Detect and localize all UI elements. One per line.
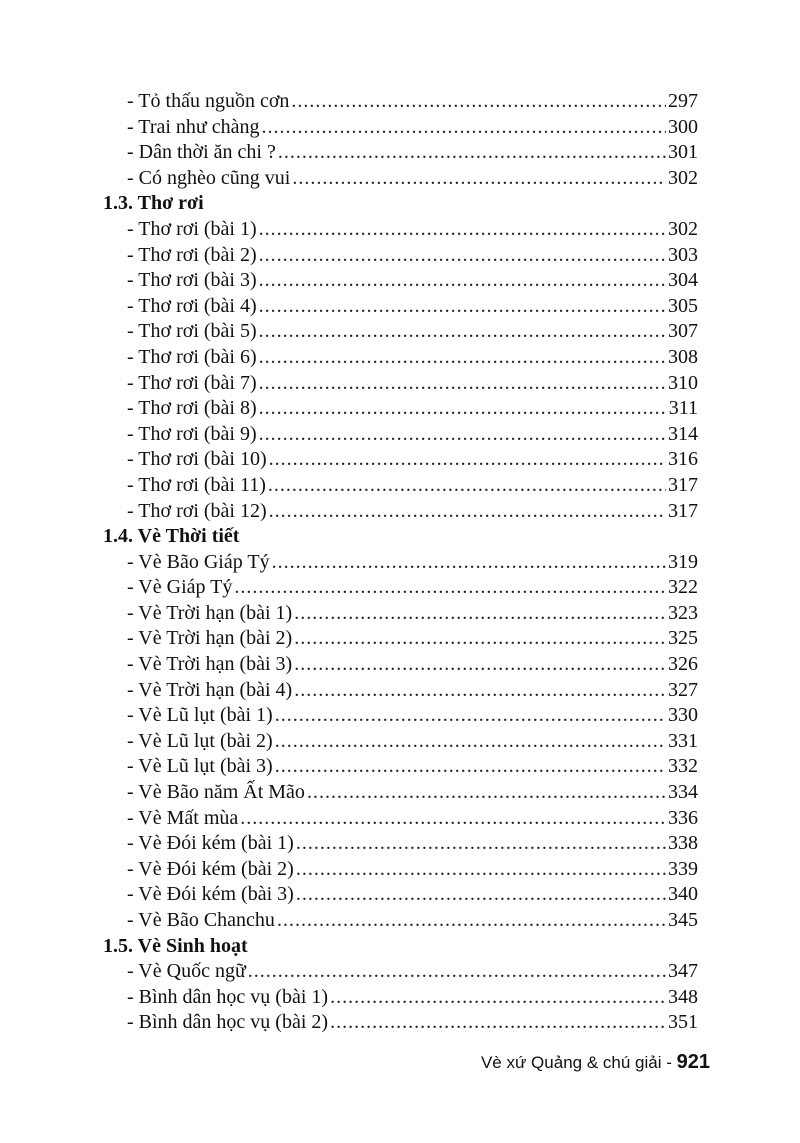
toc-entry-page: 340 bbox=[668, 883, 698, 906]
toc-entry-title: - Thơ rơi (bài 4) bbox=[127, 294, 257, 317]
toc-entry-title: - Vè Đói kém (bài 3) bbox=[127, 883, 294, 906]
toc-entry-title: - Vè Đói kém (bài 2) bbox=[127, 857, 294, 880]
toc-entry-page: 307 bbox=[668, 320, 698, 343]
toc-entry-title: - Vè Lũ lụt (bài 2) bbox=[127, 729, 273, 752]
toc-entry-title: - Vè Đói kém (bài 1) bbox=[127, 832, 294, 855]
toc-entry bbox=[103, 115, 698, 141]
toc-entry bbox=[103, 345, 698, 371]
toc-entry bbox=[103, 703, 698, 729]
toc-entry-page: 351 bbox=[668, 1011, 698, 1034]
dot-leader bbox=[294, 652, 666, 678]
toc-entry-page: 303 bbox=[668, 243, 698, 266]
dot-leader bbox=[269, 447, 666, 473]
toc-entry-title: - Vè Trời hạn (bài 2) bbox=[127, 627, 293, 650]
toc-entry-page: 314 bbox=[668, 422, 698, 445]
toc-entry-title: - Thơ rơi (bài 7) bbox=[127, 371, 257, 394]
toc-entry bbox=[103, 89, 698, 115]
toc-entry bbox=[103, 499, 698, 525]
toc-entry bbox=[103, 908, 698, 934]
dot-leader bbox=[234, 575, 666, 601]
dot-leader bbox=[259, 217, 666, 243]
toc-entry-title: - Dân thời ăn chi ? bbox=[127, 141, 276, 164]
toc-entry bbox=[103, 243, 698, 269]
toc-entry bbox=[103, 806, 698, 832]
toc-entry-page: 348 bbox=[668, 985, 698, 1008]
dot-leader bbox=[240, 806, 666, 832]
toc-entry-title: - Vè Bão Giáp Tý bbox=[127, 550, 270, 573]
toc-entry bbox=[103, 780, 698, 806]
footer-book-title: Vè xứ Quảng & chú giải bbox=[480, 1053, 662, 1072]
toc-entry bbox=[103, 652, 698, 678]
dot-leader bbox=[277, 908, 666, 934]
toc-entry-title: - Vè Bão Chanchu bbox=[127, 909, 275, 931]
page-footer bbox=[460, 1048, 710, 1076]
toc-entry-title: - Thơ rơi (bài 3) bbox=[127, 269, 257, 292]
toc-entry bbox=[103, 831, 698, 857]
toc-entry-page: 297 bbox=[668, 90, 698, 112]
toc-entry-title: - Thơ rơi (bài 10) bbox=[127, 448, 267, 471]
dot-leader bbox=[291, 89, 666, 115]
dot-leader bbox=[259, 345, 666, 371]
toc-entry bbox=[103, 959, 698, 985]
toc-entry bbox=[103, 601, 698, 627]
dot-leader bbox=[296, 882, 666, 908]
toc-entry-title: - Vè Giáp Tý bbox=[127, 576, 233, 599]
footer-separator: - bbox=[666, 1053, 672, 1072]
toc-entry-title: - Thơ rơi (bài 6) bbox=[127, 345, 257, 368]
dot-leader bbox=[294, 601, 666, 627]
toc-entry bbox=[103, 729, 698, 755]
toc-entry-page: 301 bbox=[668, 141, 698, 164]
toc-entry-page: 304 bbox=[668, 269, 698, 292]
toc-entry bbox=[103, 166, 698, 192]
toc-entry-title: - Vè Trời hạn (bài 4) bbox=[127, 678, 293, 701]
dot-leader bbox=[259, 268, 666, 294]
toc-entry-title: - Vè Lũ lụt (bài 1) bbox=[127, 704, 273, 727]
dot-leader bbox=[259, 422, 666, 448]
toc-entry-page: 305 bbox=[668, 294, 698, 317]
dot-leader bbox=[307, 780, 666, 806]
toc-entry-title: - Vè Mất mùa bbox=[127, 806, 239, 829]
toc-entry-page: 316 bbox=[668, 448, 698, 471]
toc-entry-page: 345 bbox=[668, 909, 698, 931]
dot-leader bbox=[259, 371, 666, 397]
table-of-contents bbox=[103, 89, 698, 1036]
toc-entry-page: 310 bbox=[668, 371, 698, 394]
dot-leader bbox=[294, 678, 666, 704]
dot-leader bbox=[278, 140, 666, 166]
toc-entry bbox=[103, 857, 698, 883]
toc-entry-page: 317 bbox=[668, 499, 698, 522]
dot-leader bbox=[292, 166, 666, 192]
dot-leader bbox=[259, 294, 666, 320]
toc-entry bbox=[103, 985, 698, 1011]
dot-leader bbox=[275, 729, 666, 755]
toc-entry-page: 317 bbox=[668, 473, 698, 496]
toc-entry-title: - Vè Quốc ngữ bbox=[127, 960, 246, 983]
toc-entry bbox=[103, 473, 698, 499]
toc-entry-title: - Thơ rơi (bài 9) bbox=[127, 422, 257, 445]
toc-entry-page: 339 bbox=[668, 857, 698, 880]
dot-leader bbox=[296, 831, 666, 857]
toc-entry-page: 300 bbox=[668, 115, 698, 138]
toc-entry-title: - Bình dân học vụ (bài 1) bbox=[127, 985, 329, 1008]
toc-entry-page: 332 bbox=[668, 755, 698, 778]
dot-leader bbox=[259, 243, 666, 269]
toc-entry bbox=[103, 371, 698, 397]
toc-entry-title: - Trai như chàng bbox=[127, 115, 260, 138]
toc-entry bbox=[103, 319, 698, 345]
toc-entry-page: 327 bbox=[668, 678, 698, 701]
toc-entry-title: - Thơ rơi (bài 12) bbox=[127, 499, 267, 522]
toc-entry-title: - Tỏ thấu nguồn cơn bbox=[127, 90, 290, 112]
toc-entry bbox=[103, 678, 698, 704]
toc-entry-title: - Có nghèo cũng vui bbox=[127, 166, 291, 189]
dot-leader bbox=[294, 626, 666, 652]
toc-entry bbox=[103, 217, 698, 243]
toc-entry-page: 330 bbox=[668, 704, 698, 727]
toc-entry-title: - Vè Lũ lụt (bài 3) bbox=[127, 755, 273, 778]
toc-entry bbox=[103, 294, 698, 320]
dot-leader bbox=[248, 959, 666, 985]
toc-entry-page: 325 bbox=[668, 627, 698, 650]
page-number: 921 bbox=[676, 1051, 710, 1073]
dot-leader bbox=[259, 396, 667, 422]
dot-leader bbox=[268, 473, 666, 499]
dot-leader bbox=[275, 754, 666, 780]
toc-entry bbox=[103, 882, 698, 908]
toc-entry-title: - Vè Trời hạn (bài 1) bbox=[127, 601, 293, 624]
toc-entry bbox=[103, 626, 698, 652]
toc-entry bbox=[103, 268, 698, 294]
toc-entry-page: 334 bbox=[668, 781, 698, 804]
toc-entry-page: 326 bbox=[668, 653, 698, 676]
dot-leader bbox=[272, 550, 666, 576]
toc-entry bbox=[103, 447, 698, 473]
toc-entry-page: 338 bbox=[668, 832, 698, 855]
toc-entry-title: - Bình dân học vụ (bài 2) bbox=[127, 1011, 329, 1034]
dot-leader bbox=[330, 1010, 666, 1036]
section-heading: 1.5. Vè Sinh hoạt bbox=[103, 934, 248, 957]
toc-entry-title: - Thơ rơi (bài 11) bbox=[127, 473, 266, 496]
toc-entry-title: - Thơ rơi (bài 1) bbox=[127, 217, 257, 240]
toc-entry bbox=[103, 140, 698, 166]
toc-entry-title: - Thơ rơi (bài 2) bbox=[127, 243, 257, 266]
toc-entry-title: - Vè Bão năm Ất Mão bbox=[127, 781, 305, 804]
toc-entry-page: 331 bbox=[668, 729, 698, 752]
toc-entry bbox=[103, 754, 698, 780]
toc-entry-page: 347 bbox=[668, 960, 698, 983]
toc-entry-page: 308 bbox=[668, 345, 698, 368]
dot-leader bbox=[269, 499, 666, 525]
toc-entry-page: 336 bbox=[668, 806, 698, 829]
toc-entry-page: 311 bbox=[668, 397, 698, 420]
toc-entry bbox=[103, 550, 698, 576]
toc-entry-page: 323 bbox=[668, 601, 698, 624]
toc-entry-page: 319 bbox=[668, 550, 698, 573]
toc-entry-page: 322 bbox=[668, 576, 698, 599]
section-heading: 1.3. Thơ rơi bbox=[103, 192, 204, 215]
toc-entry-title: - Thơ rơi (bài 5) bbox=[127, 320, 257, 343]
dot-leader bbox=[275, 703, 666, 729]
toc-entry-title: - Thơ rơi (bài 8) bbox=[127, 397, 257, 420]
dot-leader bbox=[330, 985, 666, 1011]
dot-leader bbox=[296, 857, 666, 883]
toc-entry bbox=[103, 396, 698, 422]
toc-entry bbox=[103, 1010, 698, 1036]
toc-entry bbox=[103, 422, 698, 448]
section-heading: 1.4. Vè Thời tiết bbox=[103, 525, 240, 548]
toc-entry-title: - Vè Trời hạn (bài 3) bbox=[127, 653, 293, 676]
toc-entry bbox=[103, 575, 698, 601]
dot-leader bbox=[259, 319, 666, 345]
dot-leader bbox=[262, 115, 667, 141]
toc-entry-page: 302 bbox=[668, 166, 698, 189]
toc-entry-page: 302 bbox=[668, 217, 698, 240]
